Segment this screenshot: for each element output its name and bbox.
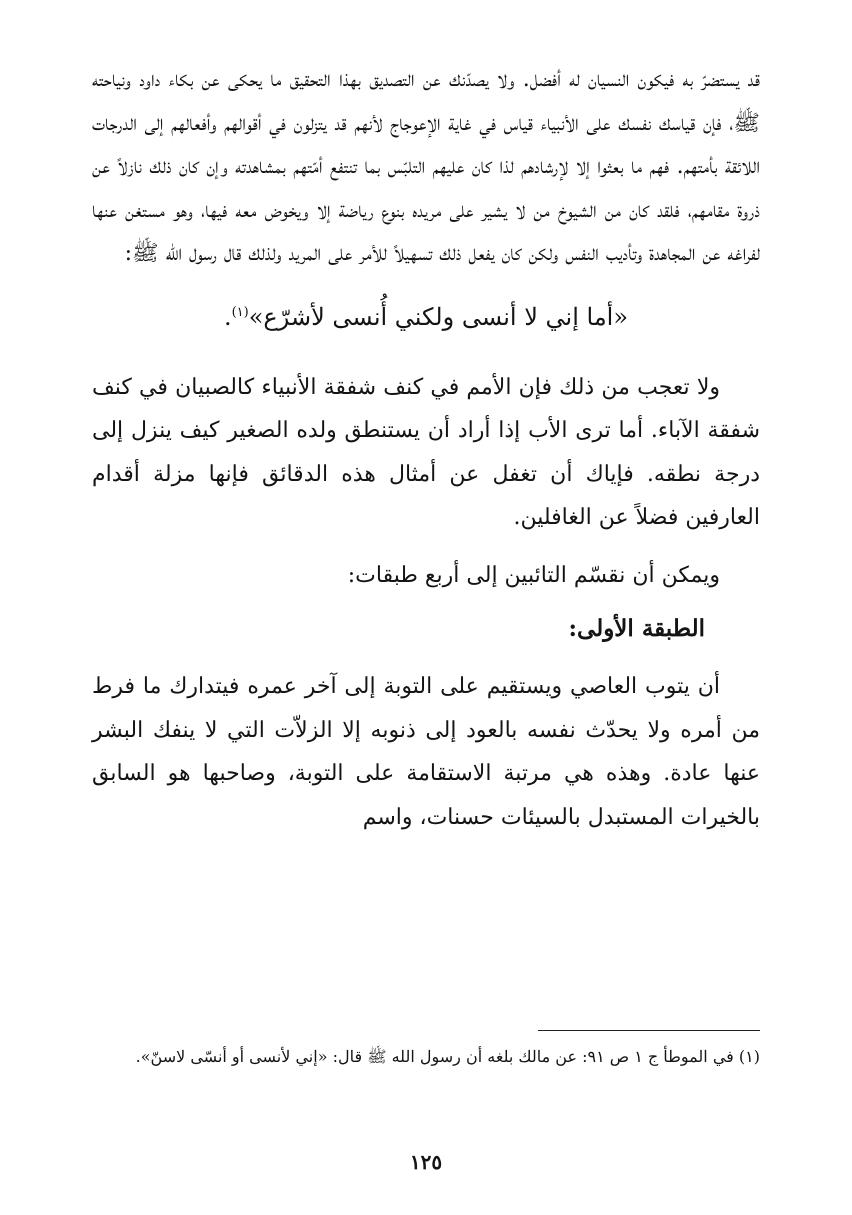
quote-footnote-ref: (١) <box>231 304 249 320</box>
paragraph-1: قد يستضرّ به فيكون النسيان له أفضل. ولا يصدّنك عن التصديق بهذا التحقيق ما يحكى عن بكاء داود ونياحته ﷺ، فإن قياسك نفسك على الأنبياء قياس في غاية الإعوجاج لأنهم قد يتزلون في أقوالهم وأفعالهم إلى الدرجات اللائقة بأمتهم. فهم ما بعثوا إلا لإرشادهم لذا كان عليهم التلبّس بما تنتفع أمّتهم بمشاهدته وإن كان ذلك نازلاً عن ذروة مقامهم، فلقد كان من الشيوخ من لا يشير على مريده بنوع رياضة إلا ويخوض معه فيها، وهو مستغن عنها لفراغه عن المجاهدة وتأديب النفس ولكن كان يفعل ذلك تسهيلاً للأمر على المريد ولذلك قال رسول الله ﷺ: <box>92 67 760 266</box>
paragraph-2: ولا تعجب من ذلك فإن الأمم في كنف شفقة الأنبياء كالصبيان في كنف شفقة الآباء. أما ترى الأب إذا أراد أن يستنطق ولده الصغير كيف ينزل إلى درجة نطقه. فإياك أن تغفل عن أمثال هذه الدقائق فإنها مزلة أقدام العارفين فضلاً عن الغافلين. <box>92 374 760 530</box>
quote-end: . <box>223 302 232 331</box>
page-body <box>92 58 760 839</box>
hadith-quote <box>92 290 760 340</box>
paragraph-3: ويمكن أن نقسّم التائبين إلى أربع طبقات: <box>347 562 720 588</box>
quote-text: «أما إني لا أنسى ولكني أُنسى لأشرّع» <box>248 302 629 331</box>
footnote-divider <box>538 1030 760 1031</box>
footnote-marker: (١) <box>738 1047 760 1066</box>
footnote <box>92 1043 760 1071</box>
footnote-text: في الموطأ ج ١ ص ٩١: عن مالك بلغه أن رسول الله ﷺ قال: «إني لأنسى أو أنسّى لاسنّ». <box>135 1047 734 1066</box>
section-heading: الطبقة الأولى: <box>568 615 705 642</box>
page-number: ١٢٥ <box>409 1150 443 1174</box>
paragraph-4: أن يتوب العاصي ويستقيم على التوبة إلى آخر عمره فيتدارك ما فرط من أمره ولا يحدّث نفسه بالعود إلى ذنوبه إلا الزلاّت التي لا ينفك البشر عنها عادة. وهذه هي مرتبة الاستقامة على التوبة، وصاحبها هو السابق بالخيرات المستبدل بالسيئات حسنات، واسم <box>92 674 760 830</box>
